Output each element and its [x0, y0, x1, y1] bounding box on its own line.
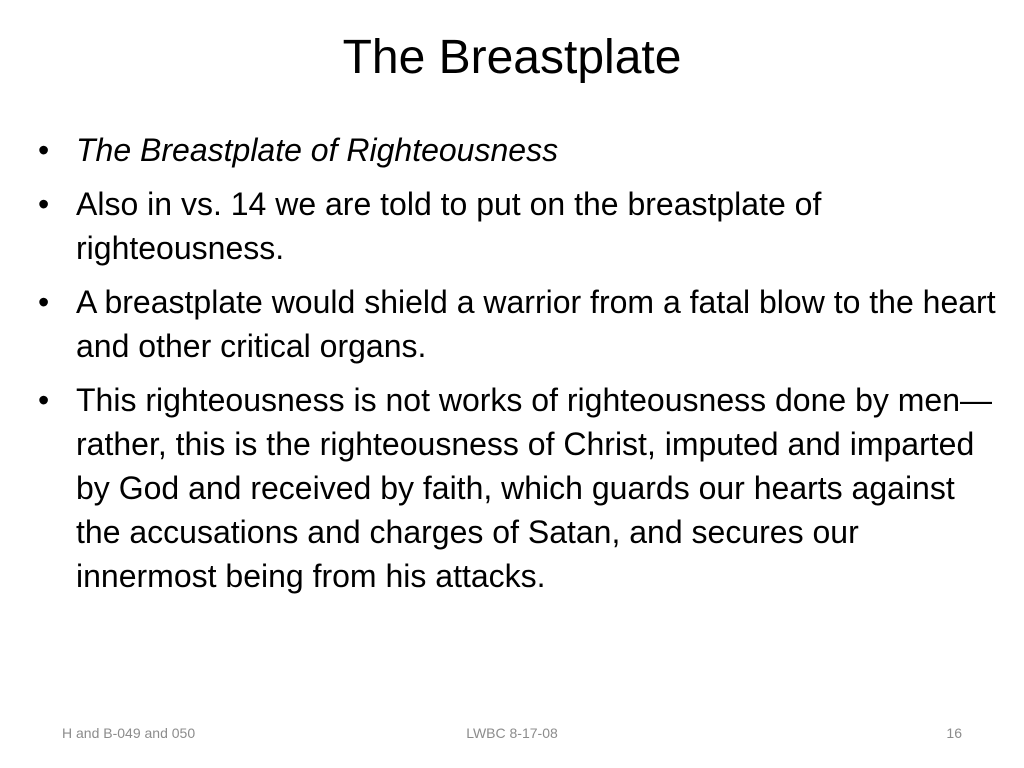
slide-number: 16	[946, 725, 962, 741]
bullet-text: The Breastplate of Righteousness	[76, 132, 559, 168]
footer-center-text: LWBC 8-17-08	[466, 725, 558, 741]
bullet-marker: •	[38, 382, 50, 418]
bullet-item-3	[32, 280, 1002, 368]
bullet-text: Also in vs. 14 we are told to put on the breastplate of righteousness.	[76, 186, 822, 266]
slide-title: The Breastplate	[342, 31, 682, 84]
bullet-item-1	[32, 128, 1002, 172]
bullet-marker: •	[38, 284, 50, 320]
footer-left-text: H and B-049 and 050	[62, 725, 196, 741]
bullet-text: A breastplate would shield a warrior from a fatal blow to the heart and other critical organs.	[76, 284, 996, 364]
bullet-marker: •	[38, 186, 50, 222]
bullet-text: This righteousness is not works of righteousness done by men—rather, this is the righteousness of Christ, imputed and imparted by God and received by faith, which guards our hearts against the accusations and charges of Satan, and secures our innermost being from his attacks.	[76, 382, 993, 594]
bullet-item-2	[32, 182, 1002, 270]
bullet-marker: •	[38, 132, 50, 168]
bullet-list	[32, 128, 1002, 608]
bullet-item-4	[32, 378, 1002, 598]
